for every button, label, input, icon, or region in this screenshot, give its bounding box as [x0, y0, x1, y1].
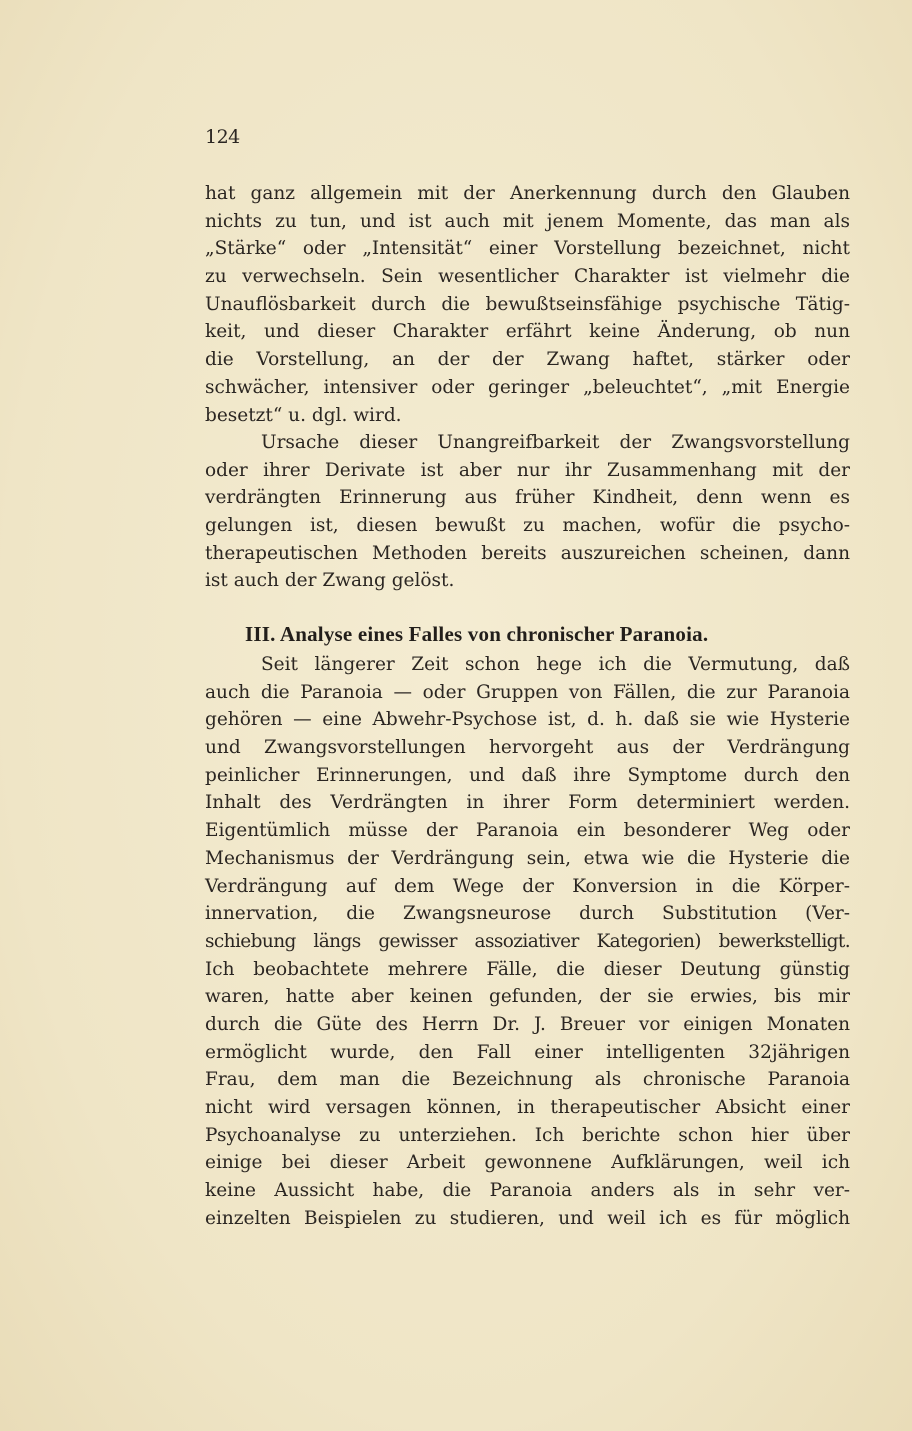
- text-line: oder ihrer Derivate ist aber nur ihr Zusammenhang mit der: [205, 459, 850, 481]
- text-line: innervation, die Zwangsneurose durch Substitution (Ver-: [205, 903, 850, 925]
- text-line: ermöglicht wurde, den Fall einer intelligenten 32jährigen: [205, 1041, 850, 1063]
- text-line: gelungen ist, diesen bewußt zu machen, wofür die psycho-: [205, 515, 850, 537]
- text-line: und Zwangsvorstellungen hervorgeht aus der Verdrängung: [205, 737, 850, 759]
- text-line: „Stärke“ oder „Intensität“ einer Vorstellung bezeichnet, nicht: [205, 238, 850, 260]
- text-line: einige bei dieser Arbeit gewonnene Aufklärungen, weil ich: [205, 1152, 850, 1174]
- text-line: Psychoanalyse zu unterziehen. Ich berichte schon hier über: [205, 1124, 850, 1146]
- text-line: gehören — eine Abwehr-Psychose ist, d. h. daß sie wie Hysterie: [205, 709, 850, 731]
- text-line: nicht wird versagen können, in therapeutischer Absicht einer: [205, 1097, 850, 1118]
- paragraph-2: [205, 429, 850, 595]
- text-line: Frau, dem man die Bezeichnung als chronische Paranoia: [205, 1069, 850, 1091]
- text-line: nichts zu tun, und ist auch mit jenem Momente, das man als: [205, 210, 850, 232]
- text-line: Ursache dieser Unangreifbarkeit der Zwangsvorstellung: [261, 432, 850, 453]
- text-line: besetzt“ u. dgl. wird.: [205, 404, 402, 426]
- text-line: Ich beobachtete mehrere Fälle, die dieser Deutung günstig: [205, 958, 850, 980]
- text-line: Inhalt des Verdrängten in ihrer Form determiniert werden.: [205, 792, 850, 814]
- text-line: zu verwechseln. Sein wesentlicher Charakter ist vielmehr die: [205, 266, 850, 288]
- text-line: auch die Paranoia — oder Gruppen von Fällen, die zur Paranoia: [205, 681, 850, 703]
- text-line: therapeutischen Methoden bereits auszureichen scheinen, dann: [205, 542, 850, 564]
- text-line: Verdrängung auf dem Wege der Konversion in die Körper-: [205, 875, 850, 897]
- text-line: Seit längerer Zeit schon hege ich die Vermutung, daß: [261, 654, 850, 675]
- text-line: durch die Güte des Herrn Dr. J. Breuer vor einigen Monaten: [205, 1013, 850, 1035]
- page-number: 124: [205, 126, 240, 148]
- paragraph-1: [205, 180, 850, 429]
- text-line: waren, hatte aber keinen gefunden, der sie erwies, bis mir: [205, 986, 850, 1008]
- text-line: die Vorstellung, an der der Zwang haftet, stärker oder: [205, 349, 850, 371]
- section-heading: III. Analyse eines Falles von chronischer Paranoia.: [245, 622, 709, 646]
- text-line: verdrängten Erinnerung aus früher Kindheit, denn wenn es: [205, 487, 850, 509]
- paragraph-3: [205, 651, 850, 1232]
- text-line: hat ganz allgemein mit der Anerkennung durch den Glauben: [205, 183, 850, 204]
- text-line: einzelten Beispielen zu studieren, und weil ich es für möglich: [205, 1207, 850, 1229]
- text-line: keit, und dieser Charakter erfährt keine Änderung, ob nun: [205, 321, 850, 343]
- text-line: Mechanismus der Verdrängung sein, etwa wie die Hysterie die: [205, 847, 850, 869]
- text-line: Eigentümlich müsse der Paranoia ein besonderer Weg oder: [205, 820, 850, 842]
- text-line: Unauflösbarkeit durch die bewußtseinsfähige psychische Tätig-: [205, 293, 850, 315]
- text-line: schiebung längs gewisser assoziativer Kategorien) bewerkstelligt.: [205, 930, 850, 952]
- text-line: keine Aussicht habe, die Paranoia anders als in sehr ver-: [205, 1180, 850, 1202]
- text-line: schwächer, intensiver oder geringer „beleuchtet“, „mit Energie: [205, 376, 850, 398]
- text-line: peinlicher Erinnerungen, und daß ihre Symptome durch den: [205, 764, 850, 786]
- text-line: ist auch der Zwang gelöst.: [205, 570, 455, 592]
